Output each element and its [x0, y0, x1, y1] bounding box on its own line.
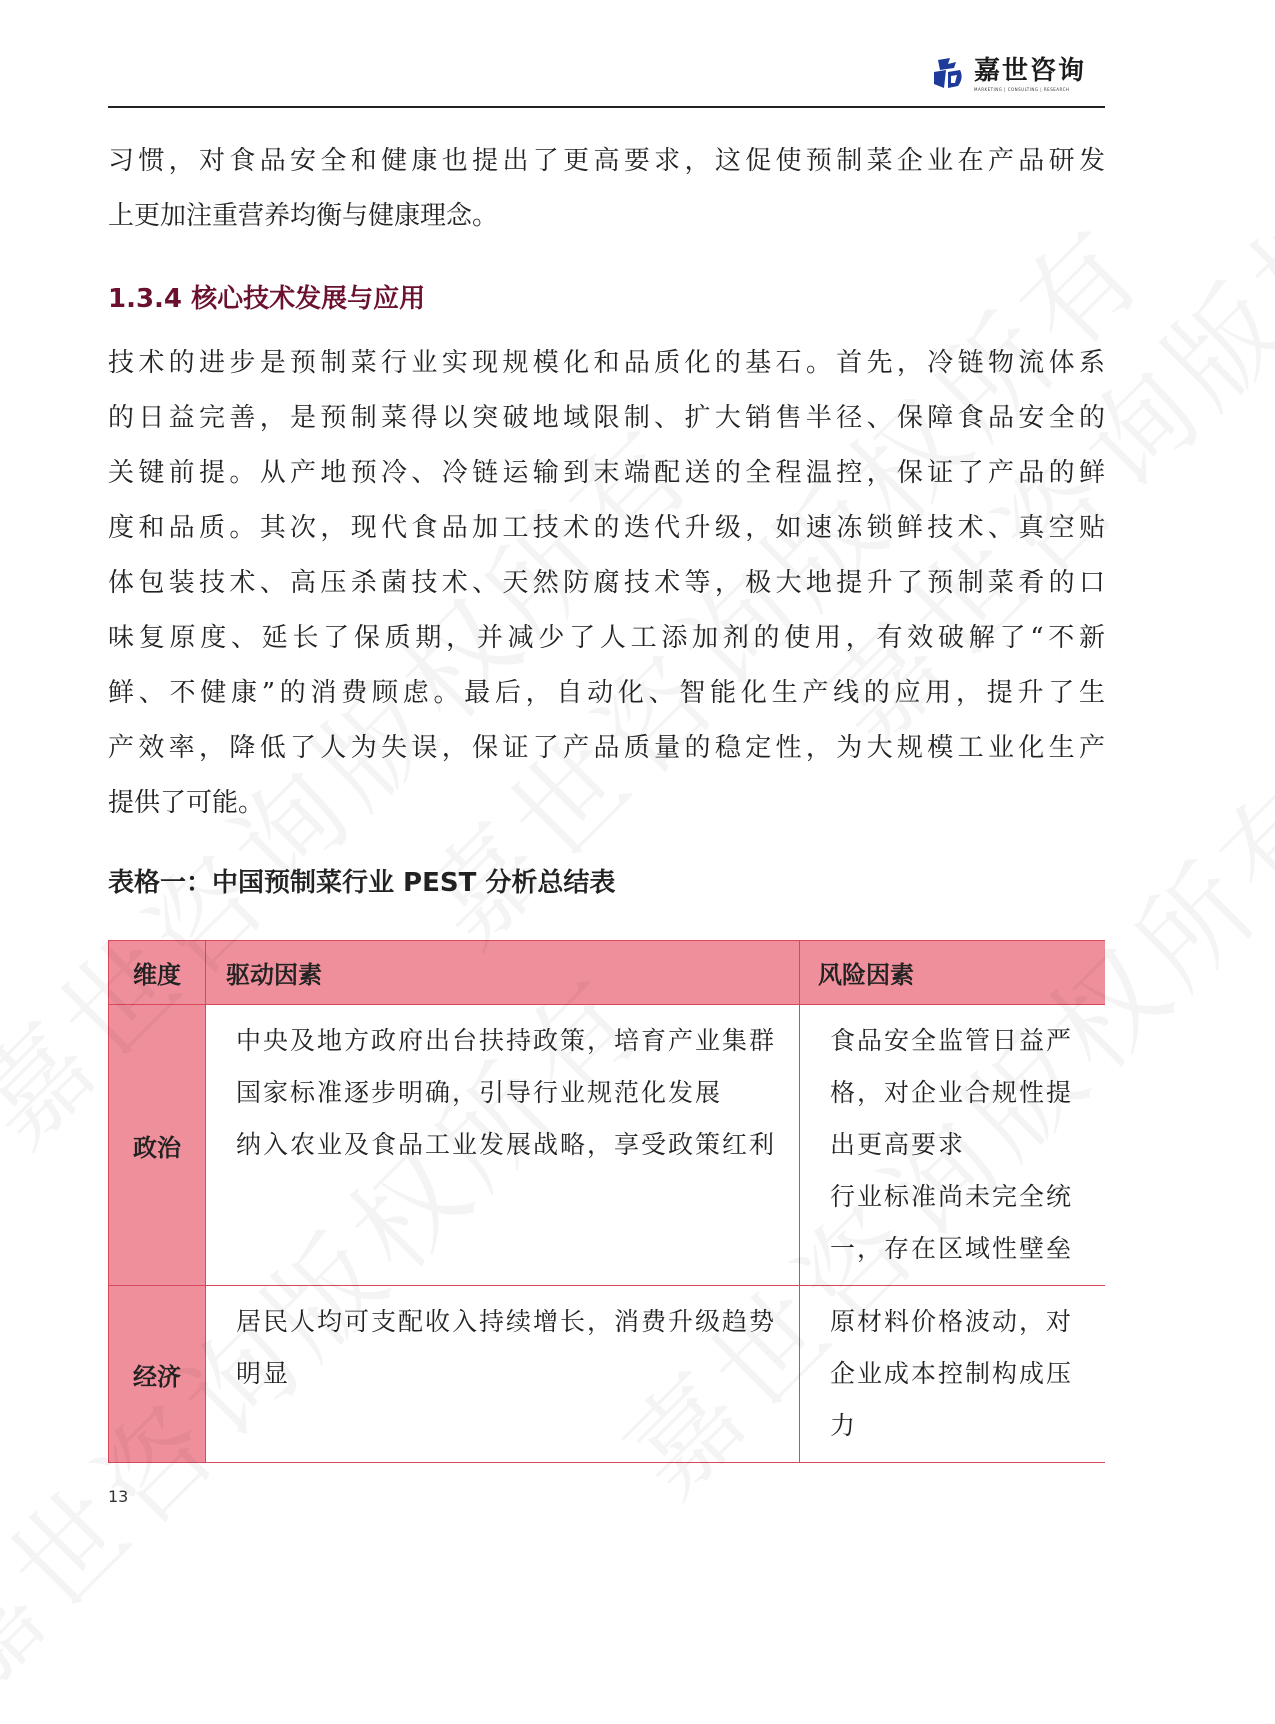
header-divider	[108, 106, 1105, 108]
text-line: 关键前提。从产地预冷、冷链运输到末端配送的全程温控，保证了产品的鲜	[108, 458, 1105, 488]
logo-mark-icon	[930, 56, 964, 92]
text-line: 上更加注重营养均衡与健康理念。	[108, 201, 499, 231]
row-dimension: 政治	[109, 1005, 206, 1286]
risk-item: 原材料价格波动，对企业成本控制构成压力	[830, 1307, 1074, 1440]
section-heading: 1.3.4 核心技术发展与应用	[108, 284, 426, 314]
row-drivers	[206, 1286, 800, 1463]
table-row	[109, 1005, 1106, 1286]
driver-item: 中央及地方政府出台扶持政策，培育产业集群	[236, 1026, 777, 1055]
paragraph-2	[108, 336, 1105, 831]
text-line: 度和品质。其次，现代食品加工技术的迭代升级，如速冻锁鲜技术、真空贴	[108, 513, 1105, 543]
header-dimension: 维度	[109, 941, 206, 1005]
header-risks: 风险因素	[800, 941, 1106, 1005]
text-line: 的日益完善，是预制菜得以突破地域限制、扩大销售半径、保障食品安全的	[108, 403, 1105, 433]
page-number: 13	[108, 1487, 129, 1506]
logo-text: 嘉世咨询	[974, 55, 1087, 86]
text-line: 提供了可能。	[108, 788, 265, 818]
text-line: 产效率，降低了人为失误，保证了产品质量的稳定性，为大规模工业化生产	[108, 733, 1105, 763]
table-header-row	[109, 941, 1106, 1005]
row-drivers	[206, 1005, 800, 1286]
risk-item: 食品安全监管日益严格，对企业合规性提出更高要求	[830, 1026, 1074, 1159]
row-risks	[800, 1005, 1106, 1286]
risk-item: 行业标准尚未完全统一，存在区域性壁垒	[830, 1182, 1074, 1263]
logo-subtitle: MARKETING | CONSULTING | RESEARCH	[974, 86, 1070, 92]
text-line: 鲜、不健康”的消费顾虑。最后，自动化、智能化生产线的应用，提升了生	[108, 678, 1105, 708]
table-caption: 表格一：中国预制菜行业 PEST 分析总结表	[108, 868, 616, 898]
paragraph-1	[108, 134, 1105, 244]
text-line: 技术的进步是预制菜行业实现规模化和品质化的基石。首先，冷链物流体系	[108, 348, 1105, 378]
driver-item: 纳入农业及食品工业发展战略，享受政策红利	[236, 1130, 777, 1159]
pest-table	[108, 940, 1105, 1463]
row-dimension: 经济	[109, 1286, 206, 1463]
driver-item: 居民人均可支配收入持续增长，消费升级趋势明显	[236, 1307, 777, 1388]
header-drivers: 驱动因素	[206, 941, 800, 1005]
text-line: 体包装技术、高压杀菌技术、天然防腐技术等，极大地提升了预制菜肴的口	[108, 568, 1105, 598]
row-risks	[800, 1286, 1106, 1463]
text-line: 习惯，对食品安全和健康也提出了更高要求，这促使预制菜企业在产品研发	[108, 146, 1105, 176]
company-logo	[930, 56, 1086, 92]
text-line: 味复原度、延长了保质期，并减少了人工添加剂的使用，有效破解了“不新	[108, 623, 1105, 653]
table-row	[109, 1286, 1106, 1463]
driver-item: 国家标准逐步明确，引导行业规范化发展	[236, 1078, 723, 1107]
